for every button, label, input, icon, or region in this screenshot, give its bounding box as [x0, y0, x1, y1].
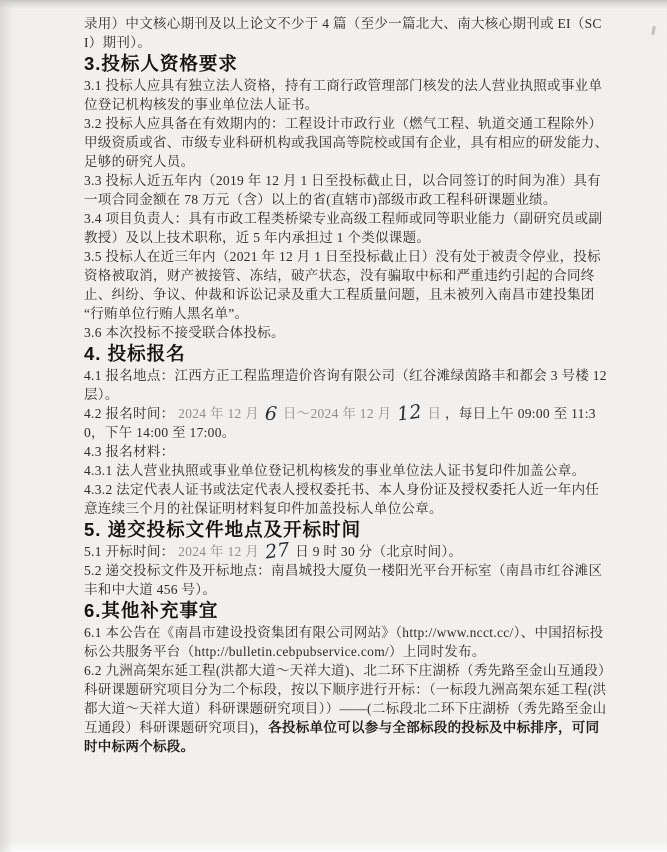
printed-opening-date: 2024 年 12 月: [178, 544, 260, 559]
section-heading-supplementary: 6.其他补充事宜: [84, 600, 219, 621]
lot-award-rule-bold-text: 各投标单位可以参与全部标段的投标及中标排序，可同时中标两个标段。: [84, 720, 600, 754]
intro-paragraph: 录用）中文核心期刊及以上论文不少于 4 篇（至少一篇北大、南大核心期刊或 EI（SCI）期刊）。: [84, 16, 602, 50]
paragraph-3-1: 3.1 投标人应具有独立法人资格，持有工商行政管理部门核发的法人营业执照或事业单位登记机构核发的事业单位法人证书。: [84, 78, 603, 112]
printed-date-start: 2024 年 12 月: [178, 406, 260, 421]
document-content: [84, 14, 612, 756]
paragraph-6-1: 6.1 本公告在《南昌市建设投资集团有限公司网站》（http://www.ncct.cc/）、中国招标投标公共服务平台（http://bulletin.cebpubservice.com/）上同时发布。: [84, 625, 604, 659]
paragraph-5-2: 5.2 递交投标文件及开标地点：南昌城投大厦负一楼阳光平台开标室（南昌市红谷滩区丰和中大道 456 号）。: [84, 563, 603, 597]
paragraph-4-1: 4.1 报名地点：江西方正工程监理造价咨询有限公司（红谷滩绿茵路丰和都会 3 号楼 12 层）。: [84, 368, 607, 402]
section-heading-qualifications: 3.投标人资格要求: [84, 53, 238, 74]
paragraph-3-6: 3.6 本次投标不接受联合体投标。: [84, 325, 285, 340]
scan-artifact-mark: [651, 26, 656, 35]
opening-time-label: 5.1 开标时间：: [84, 544, 175, 559]
handwritten-opening-day: 27: [263, 538, 291, 564]
printed-date-middle: 日～2024 年 12 月: [282, 406, 392, 421]
paragraph-4-3: 4.3 报名材料：: [84, 444, 175, 459]
registration-time-detail: ，每日上午 09:00 至 11:30，下午 14:00 至 17:00。: [84, 406, 596, 440]
section-heading-registration: 4. 投标报名: [84, 343, 186, 364]
paragraph-4-3-1: 4.3.1 法人营业执照或事业单位登记机构核发的事业单位法人证书复印件加盖公章。: [84, 463, 586, 478]
printed-day-character: 日: [427, 406, 442, 421]
paragraph-4-3-2: 4.3.2 法定代表人证书或法定代表人授权委托书、本人身份证及授权委托人近一年内任意连续三个月的社保证明材料复印件加盖投标人单位公章。: [84, 482, 600, 516]
paragraph-3-3: 3.3 投标人近五年内（2019 年 12 月 1 日至投标截止日，以合同签订的时间为准）具有一项合同金额在 78 万元（含）以上的省(直辖市)部级市政工程科研课题业绩。: [84, 173, 601, 207]
paragraph-5-1: [84, 538, 612, 564]
section-heading-submission: 5. 递交投标文件地点及开标时间: [84, 519, 362, 540]
lot-description-text: 6.2 九洲高架东延工程(洪都大道～天祥大道)、北二环下庄湖桥（秀先路至金山互通段）科研课题研究项目分为二个标段，按以下顺序进行开标：（一标段九洲高架东延工程(洪都大道～天祥大道）科研课题研究项目））——(二标段北二环下庄湖桥（秀先路至金山互通段）科研课题研究项目)，: [84, 663, 612, 735]
handwritten-day-end: 12: [395, 400, 424, 426]
paragraph-3-5: 3.5 投标人在近三年内（2021 年 12 月 1 日至投标截止日）没有处于被责令停业，投标资格被取消，财产被接管、冻结，破产状态，没有骗取中标和严重违约引起的合同终止、纠纷、争议、仲裁和诉讼记录及重大工程质量问题，且未被列入南昌市建投集团“行贿单位行贿人黑名单”。: [84, 249, 601, 321]
paragraph-3-4: 3.4 项目负责人：具有市政工程类桥梁专业高级工程师或同等职业能力（副研究员或副教授）及以上技术职称，近 5 年内承担过 1 个类似课题。: [84, 211, 603, 245]
paragraph-3-2: 3.2 投标人应具备在有效期内的：工程设计市政行业（燃气工程、轨道交通工程除外）甲级资质或省、市级专业科研机构或我国高等院校或国有企业，具有相应的研发能力、足够的研究人员。: [84, 116, 609, 169]
registration-time-label: 4.2 报名时间：: [84, 406, 175, 421]
opening-time-detail: 日 9 时 30 分（北京时间）。: [295, 544, 463, 559]
handwritten-day-start: 6: [264, 402, 278, 426]
paragraph-4-2: [84, 400, 612, 442]
paragraph-6-2: [84, 661, 612, 756]
